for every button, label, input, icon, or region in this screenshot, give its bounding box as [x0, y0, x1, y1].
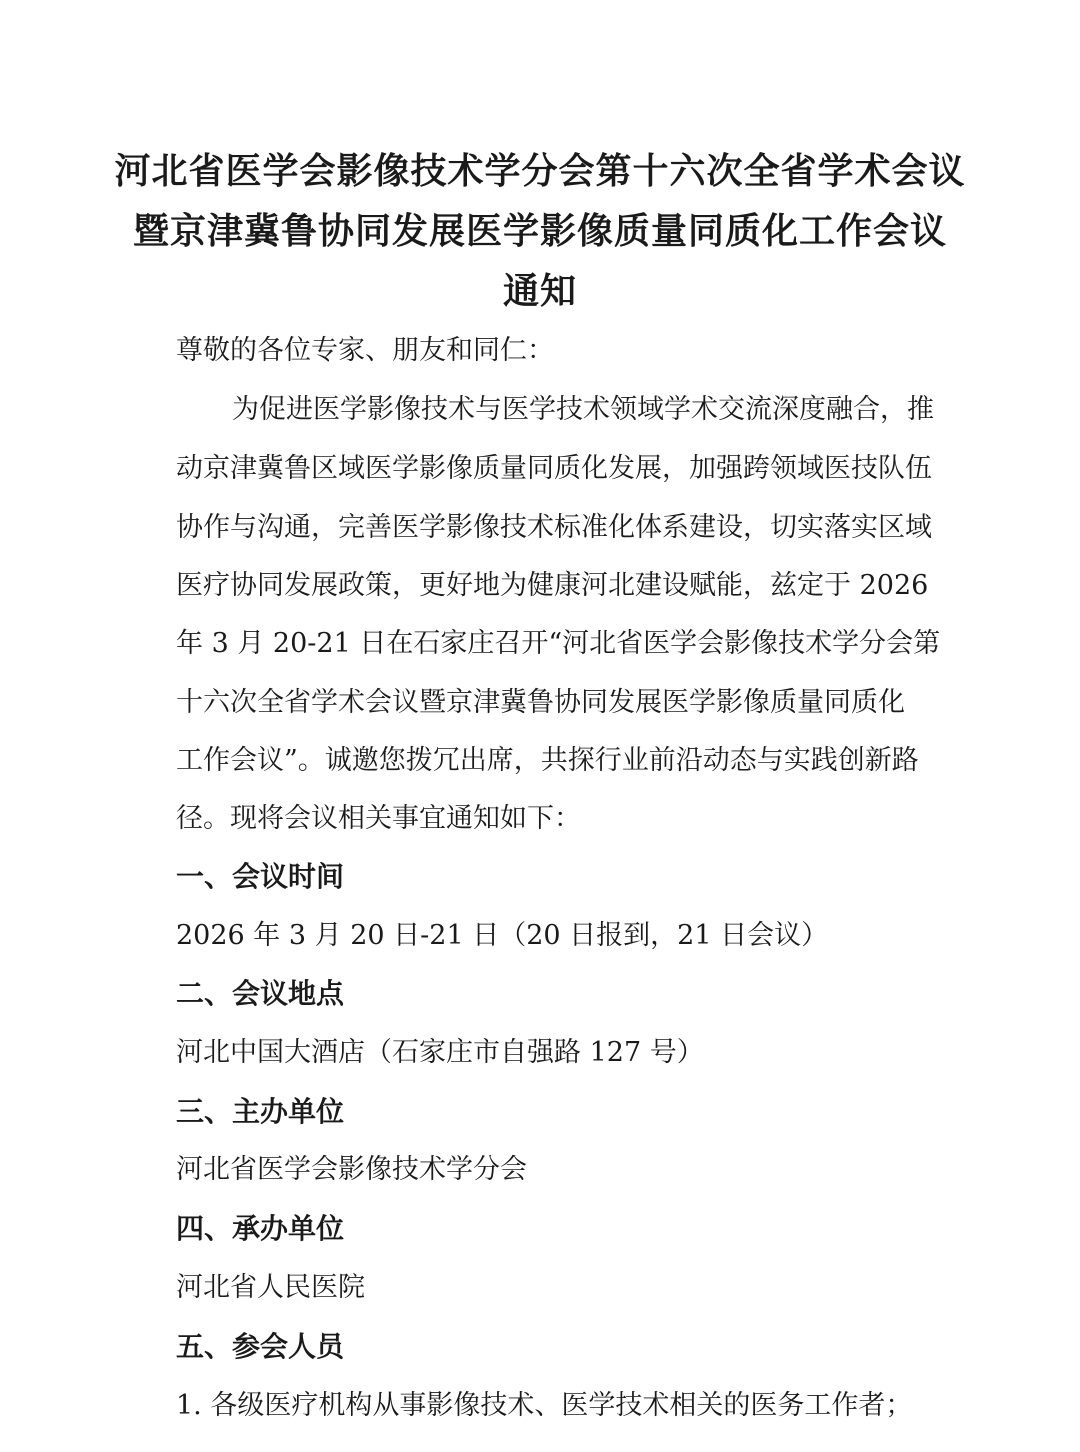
intro-line-1: 为促进医学影像技术与医学技术领域学术交流深度融合，推 [232, 394, 934, 425]
document-title-line-3: 通知 [502, 271, 577, 312]
section-content-time: 2026 年 3 月 20 日-21 日（20 日报到，21 日会议） [176, 920, 829, 951]
section-content-organizer: 河北省人民医院 [176, 1272, 365, 1303]
attendee-item-1: 1. 各级医疗机构从事影像技术、医学技术相关的医务工作者； [176, 1390, 913, 1421]
section-content-place: 河北中国大酒店（石家庄市自强路 127 号） [176, 1037, 704, 1068]
intro-line-3: 协作与沟通，完善医学影像技术标准化体系建设，切实落实区域 [176, 512, 932, 543]
intro-line-6: 十六次全省学术会议暨京津冀鲁协同发展医学影像质量同质化 [176, 687, 905, 718]
intro-line-5: 年 3 月 20-21 日在石家庄召开“河北省医学会影像技术学分会第 [176, 628, 941, 659]
section-heading-place: 二、会议地点 [176, 977, 345, 1010]
document-title-line-1: 河北省医学会影像技术学分会第十六次全省学术会议 [114, 151, 966, 192]
section-heading-attendees: 五、参会人员 [176, 1330, 345, 1363]
section-heading-time: 一、会议时间 [176, 860, 345, 893]
intro-line-4: 医疗协同发展政策，更好地为健康河北建设赋能，兹定于 2026 [176, 570, 929, 601]
intro-line-8: 径。现将会议相关事宜通知如下： [176, 803, 581, 834]
salutation: 尊敬的各位专家、朋友和同仁： [176, 335, 554, 366]
section-content-host: 河北省医学会影像技术学分会 [176, 1154, 527, 1185]
document-title-line-2: 暨京津冀鲁协同发展医学影像质量同质化工作会议 [132, 211, 947, 252]
intro-line-2: 动京津冀鲁区域医学影像质量同质化发展，加强跨领域医技队伍 [176, 453, 932, 484]
intro-line-7: 工作会议”。诚邀您拨冗出席，共探行业前沿动态与实践创新路 [176, 745, 919, 776]
section-heading-organizer: 四、承办单位 [176, 1212, 345, 1245]
section-heading-host: 三、主办单位 [176, 1095, 345, 1128]
